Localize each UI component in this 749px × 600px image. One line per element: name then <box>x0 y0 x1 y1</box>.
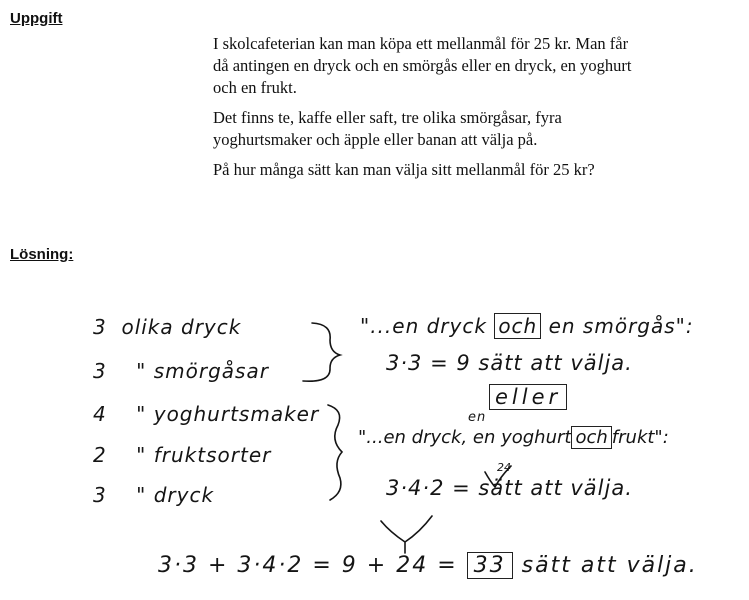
case1-suffix: en smörgås": <box>548 314 694 338</box>
list-count: 3 <box>93 359 107 383</box>
list-label: " yoghurtsmaker <box>136 402 320 426</box>
final-tail: sätt att välja. <box>521 553 698 578</box>
list-label: " smörgåsar <box>136 359 269 383</box>
case1-calculation: 3·3 = 9 sätt att välja. <box>386 351 633 375</box>
or-word: eller <box>489 384 567 410</box>
down-arrow <box>381 516 432 553</box>
task-paragraph-2: Det finns te, kaffe eller saft, tre olika smörgåsar, fyra yoghurtsmaker och äpple eller banan att välja på. <box>213 108 562 149</box>
brace-top <box>303 323 340 381</box>
task-heading: Uppgift <box>10 10 63 27</box>
list-count: 3 <box>93 483 107 507</box>
list-count: 3 <box>93 315 107 339</box>
brace-bottom <box>328 405 342 500</box>
list-label: " dryck <box>136 483 215 507</box>
solution-heading: Lösning: <box>10 246 74 263</box>
case2-prefix: "...en dryck, en yoghurt <box>358 427 572 448</box>
list-label: olika dryck <box>121 315 242 339</box>
case2-en-note: en <box>468 410 487 425</box>
task-paragraph-1: I skolcafeterian kan man köpa ett mellanmål för 25 kr. Man får då antingen en dryck och en smörgås eller en dryck, en yoghurt och en frukt. <box>213 34 632 97</box>
case2-suffix: frukt": <box>611 427 669 448</box>
check-mark <box>485 466 511 487</box>
case1-prefix: "...en dryck <box>360 314 487 338</box>
list-count: 2 <box>93 443 107 467</box>
final-expression: 3·3 + 3·4·2 = 9 + 24 = <box>158 553 458 578</box>
case1-conjunction-box: och <box>494 313 541 339</box>
case2-calc-start: 3·4·2 = <box>386 476 471 500</box>
case2-correction: 24 <box>497 461 511 474</box>
list-label: " fruktsorter <box>136 443 272 467</box>
task-paragraph-3: På hur många sätt kan man välja sitt mellanmål för 25 kr? <box>213 160 595 179</box>
final-answer-box: 33 <box>467 552 513 579</box>
list-count: 4 <box>93 402 107 426</box>
case2-calc-end: sätt att välja. <box>478 476 633 500</box>
case2-conjunction-box: och <box>571 426 611 449</box>
